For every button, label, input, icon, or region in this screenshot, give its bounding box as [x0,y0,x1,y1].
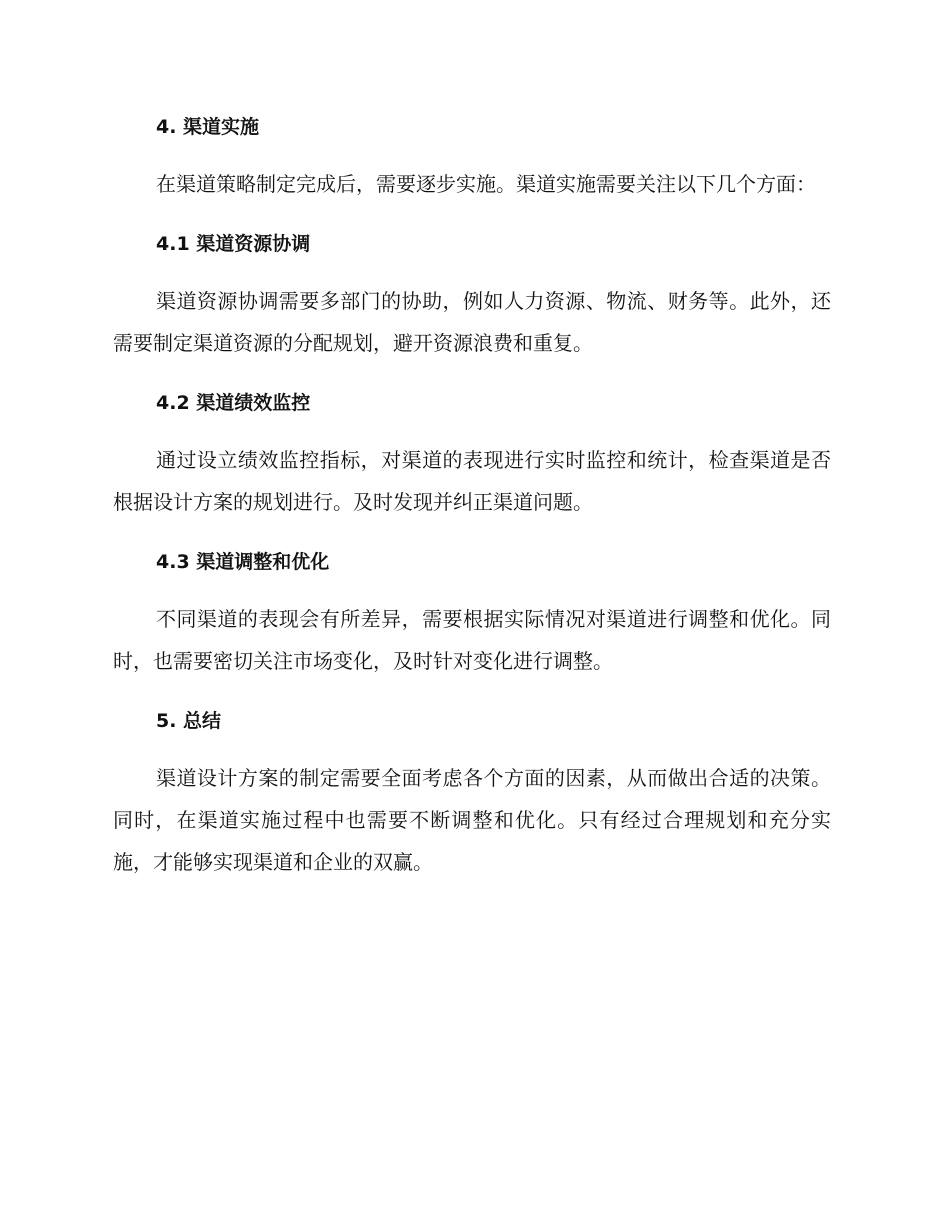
section-paragraph-4-1: 渠道资源协调需要多部门的协助，例如人力资源、物流、财务等。此外，还需要制定渠道资源的分配规划，避开资源浪费和重复。 [113,289,831,355]
document-body [113,108,831,883]
section-heading-4-3: 4.3 渠道调整和优化 [156,551,330,573]
section-heading-4-1: 4.1 渠道资源协调 [156,233,311,255]
section-paragraph-4-3: 不同渠道的表现会有所差异，需要根据实际情况对渠道进行调整和优化。同时，也需要密切关注市场变化，及时针对变化进行调整。 [113,607,831,673]
section-paragraph-5: 渠道设计方案的制定需要全面考虑各个方面的因素，从而做出合适的决策。同时，在渠道实施过程中也需要不断调整和优化。只有经过合理规划和充分实施，才能够实现渠道和企业的双赢。 [113,766,831,874]
section-paragraph-4: 在渠道策略制定完成后，需要逐步实施。渠道实施需要关注以下几个方面： [156,172,816,196]
section-paragraph-4-2: 通过设立绩效监控指标，对渠道的表现进行实时监控和统计，检查渠道是否根据设计方案的规划进行。及时发现并纠正渠道问题。 [113,448,831,514]
section-heading-4: 4. 渠道实施 [156,116,260,138]
section-heading-5: 5. 总结 [156,710,222,732]
section-heading-4-2: 4.2 渠道绩效监控 [156,392,311,414]
